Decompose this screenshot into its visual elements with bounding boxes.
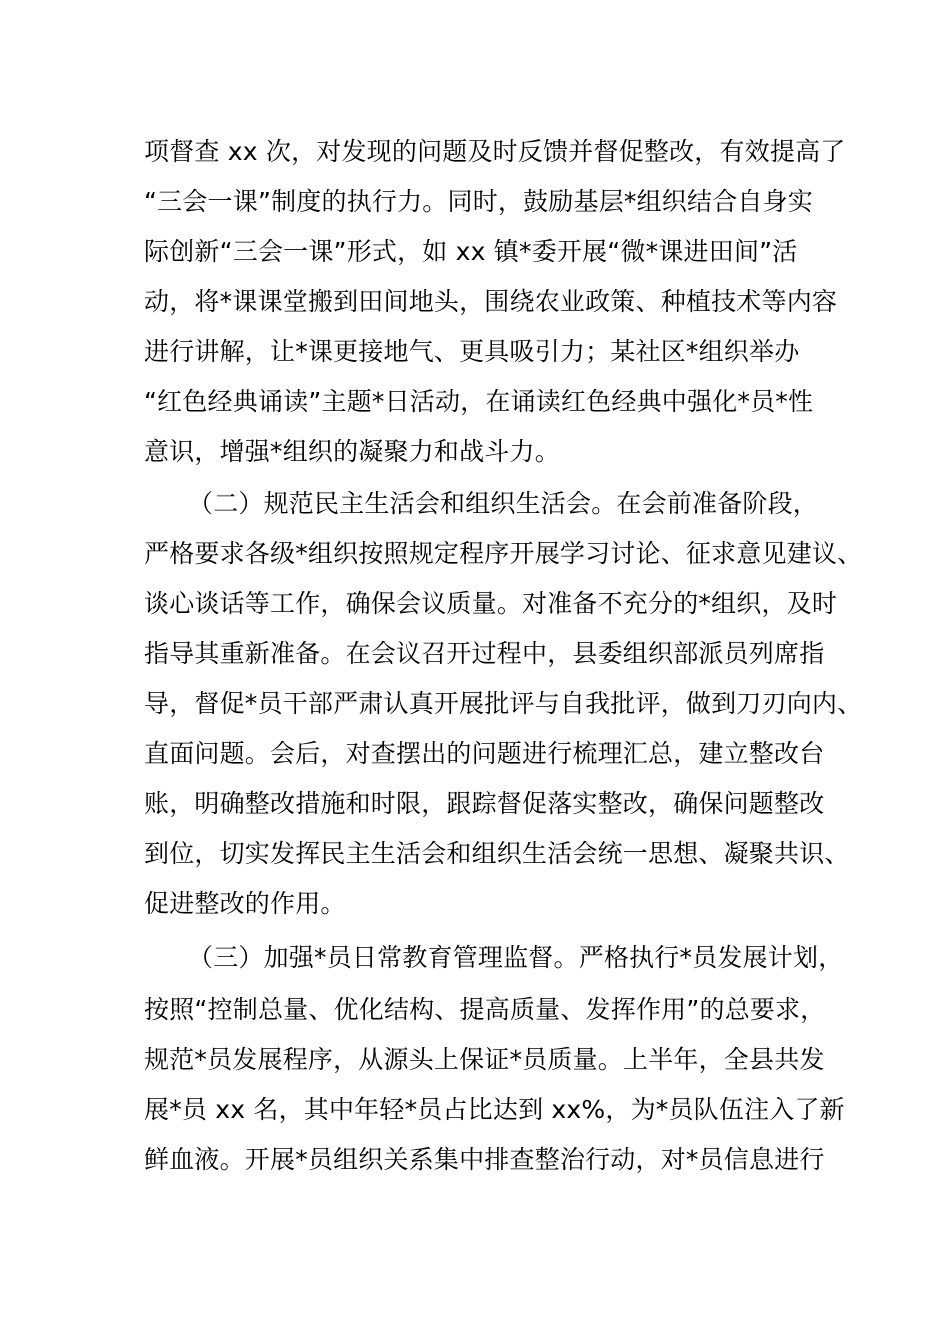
text-line: 鲜血液。开展*员组织关系集中排查整治行动，对*员信息进行: [144, 1145, 825, 1174]
text-line: 严格要求各级*组织按照规定程序开展学习讨论、征求意见建议、: [144, 539, 863, 568]
section-heading-line: （三）加强*员日常教育管理监督。严格执行*员发展计划，: [188, 943, 844, 972]
text-line: 谈心谈话等工作，确保会议质量。对准备不充分的*组织，及时: [144, 589, 838, 618]
text-line: 进行讲解，让*课更接地气、更具吸引力；某社区*组织举办: [144, 337, 800, 366]
text-line: 按照“控制总量、优化结构、提高质量、发挥作用”的总要求，: [144, 995, 826, 1024]
section-heading-line: （二）规范民主生活会和组织生活会。在会前准备阶段，: [188, 489, 819, 518]
text-line: 直面问题。会后，对查摆出的问题进行梳理汇总，建立整改台: [144, 739, 825, 768]
text-line: 到位，切实发挥民主生活会和组织生活会统一思想、凝聚共识、: [144, 839, 850, 868]
text-line: 规范*员发展程序，从源头上保证*员质量。上半年，全县共发: [144, 1045, 825, 1074]
text-line: 展*员 xx 名，其中年轻*员占比达到 xx%，为*员队伍注入了新: [144, 1095, 845, 1124]
text-line: 账，明确整改措施和时限，跟踪督促落实整改，确保问题整改: [144, 789, 825, 818]
text-line: “三会一课”制度的执行力。同时，鼓励基层*组织结合自身实: [144, 187, 814, 216]
text-line: “红色经典诵读”主题*日活动，在诵读红色经典中强化*员*性: [144, 387, 814, 416]
text-line: 导，督促*员干部严肃认真开展批评与自我批评，做到刀刃向内、: [144, 689, 863, 718]
text-line: 促进整改的作用。: [144, 889, 346, 918]
text-line: 意识，增强*组织的凝聚力和战斗力。: [144, 437, 560, 466]
text-line: 项督查 xx 次，对发现的问题及时反馈并督促整改，有效提高了: [144, 137, 846, 166]
text-line: 指导其重新准备。在会议召开过程中，县委组织部派员列席指: [144, 639, 825, 668]
text-line: 际创新“三会一课”形式，如 xx 镇*委开展“微*课进田间”活: [144, 237, 798, 266]
text-line: 动，将*课课堂搬到田间地头，围绕农业政策、种植技术等内容: [144, 287, 838, 316]
